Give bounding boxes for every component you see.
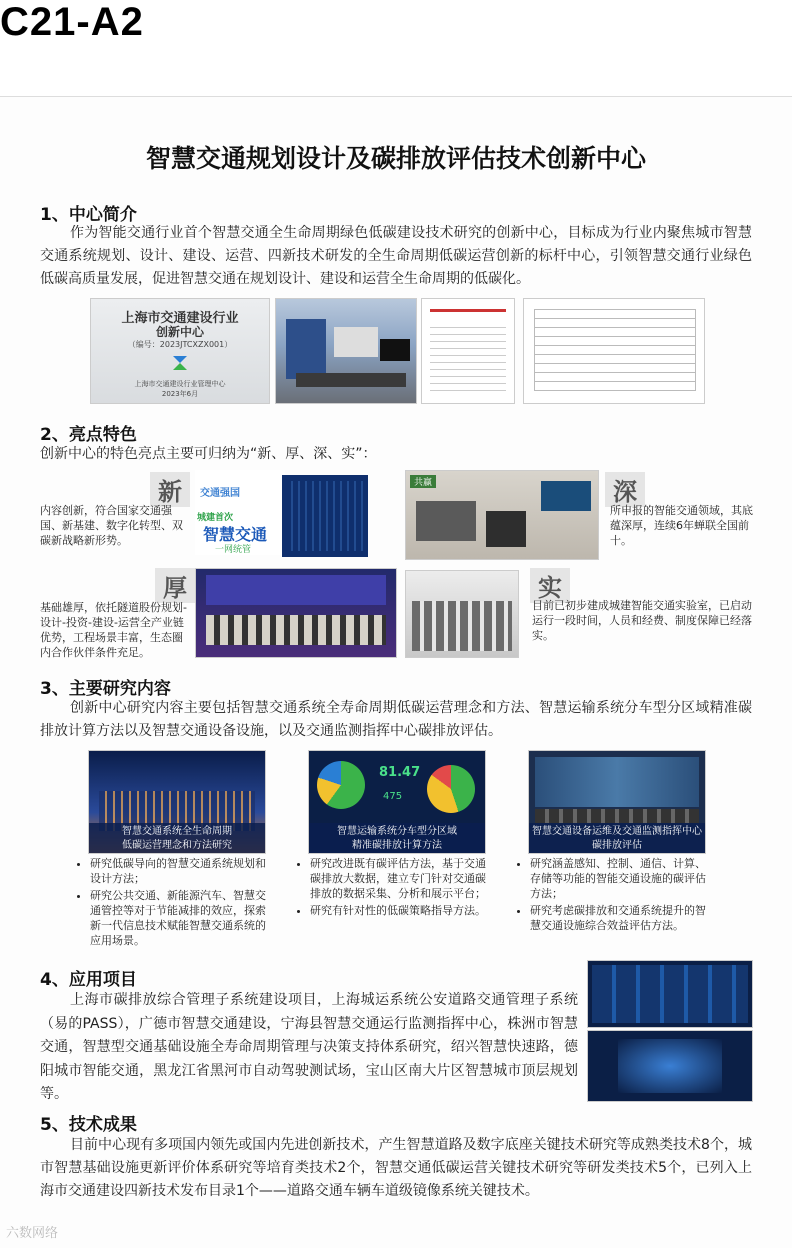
wall-panel — [286, 319, 326, 379]
lab-monitor — [541, 481, 591, 511]
plaque-org: 上海市交通建设行业管理中心 — [134, 380, 226, 388]
dashboard-2-map — [618, 1039, 722, 1093]
research-caption-3-text: 智慧交通设备运维及交通监测指挥中心 碳排放评估 — [532, 826, 702, 851]
section3-heading: 3、主要研究内容 — [40, 679, 171, 699]
section1-heading: 1、中心简介 — [40, 205, 137, 225]
dashboard-1-panels — [592, 965, 748, 1023]
stage-backdrop — [206, 575, 386, 605]
research-caption-1 — [89, 823, 265, 854]
wall-poster — [334, 327, 378, 357]
research-caption-2-text: 智慧运输系统分车型分区域 精准碳排放计算方法 — [337, 826, 457, 851]
document-scan-2 — [523, 298, 705, 404]
research-image-2 — [308, 750, 486, 854]
app-dashboard-1 — [587, 960, 753, 1028]
highlight-text-deep: 所申报的智能交通领域，其底蕴深厚，连续6年蝉联全国前十。 — [610, 504, 753, 547]
research-bullets-1 — [78, 856, 268, 950]
section4-heading: 4、应用项目 — [40, 970, 137, 990]
section3-text: 创新中心研究内容主要包括智慧交通系统全寿命周期低碳运营理念和方法、智慧运输系统分车型分区域精准碳排放计算方法以及智慧交通设备设施，以及交通监测指挥中心碳排放评估。 — [40, 700, 752, 739]
lab-device-2 — [486, 511, 526, 547]
wordcloud-word-3: 城建首次 — [197, 513, 234, 523]
poster-title: 智慧交通规划设计及碳排放评估技术创新中心 — [145, 144, 646, 173]
lab-equipment-photo — [405, 470, 599, 560]
people-row — [206, 615, 386, 645]
wordcloud-main-word: 智慧交通 — [203, 525, 268, 544]
plaque-logo-icon — [169, 352, 191, 374]
monitor-screen — [380, 339, 410, 361]
dashboard-value-2: 475 — [383, 791, 403, 802]
plaque-date: 2023年6月 — [161, 390, 199, 398]
plaque-line2: 创新中心 — [155, 325, 204, 339]
section2-heading: 2、亮点特色 — [40, 425, 137, 445]
control-room-desks — [535, 809, 699, 823]
dark-wordcloud-image — [282, 475, 368, 557]
research-2-bullet-1: • 研究改进既有碳评估方法，基于交通碳排放大数据，建立专门针对交通碳排放的数据采集、分析和展示平台； — [310, 856, 490, 901]
doc-text-lines — [430, 321, 506, 391]
research-image-1 — [88, 750, 266, 854]
dashboard-pie-2 — [427, 765, 475, 813]
research-bullets-2 — [298, 856, 490, 920]
meeting-table — [296, 373, 406, 387]
document-scan-1 — [421, 298, 515, 404]
research-1-bullet-2: • 研究公共交通、新能源汽车、智慧交通管控等对于节能减排的效应，探索新一代信息技术赋能智慧交通系统的应用场景。 — [90, 888, 268, 948]
highlight-text-thick: 基础雄厚，依托隧道股份规划-设计-投资-建设-运营全产业链优势，工程场景丰富，生态圈内合作伙伴条件充足。 — [40, 601, 187, 659]
dark-wordcloud-texture — [286, 481, 364, 551]
research-1-bullet-1: • 研究低碳导向的智慧交通系统规划和设计方法； — [90, 856, 268, 886]
research-caption-1-text: 智慧交通系统全生命周期 低碳运营理念和方法研究 — [122, 826, 232, 851]
office-photo — [275, 298, 417, 404]
research-bullets-3 — [518, 856, 714, 935]
highlight-text-solid: 目前已初步建成城建智能交通实验室，已启动运行一段时间，人员和经费、制度保障已经落实。 — [532, 599, 752, 642]
watermark: 六数网络 — [6, 1226, 59, 1241]
wordcloud-word-2: 一网统管 — [215, 545, 252, 555]
research-image-3 — [528, 750, 706, 854]
section5-heading: 5、技术成果 — [40, 1115, 137, 1135]
research-caption-3 — [529, 823, 705, 854]
highlight-char-new: 新 — [150, 472, 190, 507]
section4-text: 上海市碳排放综合管理子系统建设项目，上海城运系统公安道路交通管理子系统（易的PASS），广德市智慧交通建设，宁海县智慧交通运行监测指挥中心，株洲市智慧交通，智慧型交通基础设施全寿命周期管理与决策支持体系研究，绍兴智慧快速路，德阳城市智能交通，黑龙江省黑河市自动驾驶测试场，宝山区南大片区智慧城市顶层规划等。 — [40, 992, 578, 1102]
dashboard-pie-1 — [317, 761, 365, 809]
lab-screen-label: 共赢 — [410, 475, 436, 488]
doc-red-header — [430, 309, 506, 312]
highlight-char-deep: 深 — [605, 472, 645, 507]
plaque-photo — [90, 298, 270, 404]
wordcloud-word-1: 交通强国 — [200, 488, 240, 499]
app-dashboard-2 — [587, 1030, 753, 1102]
research-3-bullet-1: • 研究涵盖感知、控制、通信、计算、存储等功能的智能交通设施的碳评估方法； — [530, 856, 714, 901]
research-2-bullet-2: • 研究有针对性的低碳策略指导方法。 — [310, 903, 490, 918]
section5-text: 目前中心现有多项国内领先或国内先进创新技术，产生智慧道路及数字底座关键技术研究等成熟类技术8个，城市智慧基础设施更新评价体系研究等培育类技术2个，智慧交通低碳运营关键技术研究等研发类技术5个，已列入上海市交通建设四新技术发布目录1个——道路交通车辆车道级镜像系统关键技术。 — [40, 1137, 752, 1199]
wordcloud-image — [195, 470, 285, 555]
section1-text: 作为智能交通行业首个智慧交通全生命周期绿色低碳建设技术研究的创新中心，目标成为行业内聚焦城市智慧交通系统规划、设计、建设、运营、四新技术研发的全生命周期低碳运营创新的标杆中心，引领智慧交通行业绿色低碳高质量发展，促进智慧交通在规划设计、建设和运营全生命周期的低碳化。 — [40, 225, 752, 287]
dashboard-value-1: 81.47 — [379, 765, 421, 780]
plaque-line3: （编号：2023JTCXZX001） — [127, 340, 233, 349]
doc-table-lines — [534, 309, 696, 391]
ceremony-photo — [195, 568, 397, 658]
highlight-char-thick: 厚 — [155, 568, 195, 603]
document-code: C21-A2 — [0, 0, 144, 44]
lab-device-1 — [416, 501, 476, 541]
research-caption-2 — [309, 823, 485, 854]
team-people — [412, 601, 512, 651]
section2-intro: 创新中心的特色亮点主要可归纳为“新、厚、深、实”： — [40, 446, 377, 462]
plaque-line1: 上海市交通建设行业 — [121, 311, 239, 326]
team-photo — [405, 570, 519, 658]
research-3-bullet-2: • 研究考虑碳排放和交通系统提升的智慧交通设施综合效益评估方法。 — [530, 903, 714, 933]
highlight-text-new: 内容创新，符合国家交通强国、新基建、数字化转型、双碳新战略新形势。 — [40, 504, 183, 547]
highlight-char-solid: 实 — [530, 568, 570, 603]
control-room-wall — [535, 757, 699, 807]
